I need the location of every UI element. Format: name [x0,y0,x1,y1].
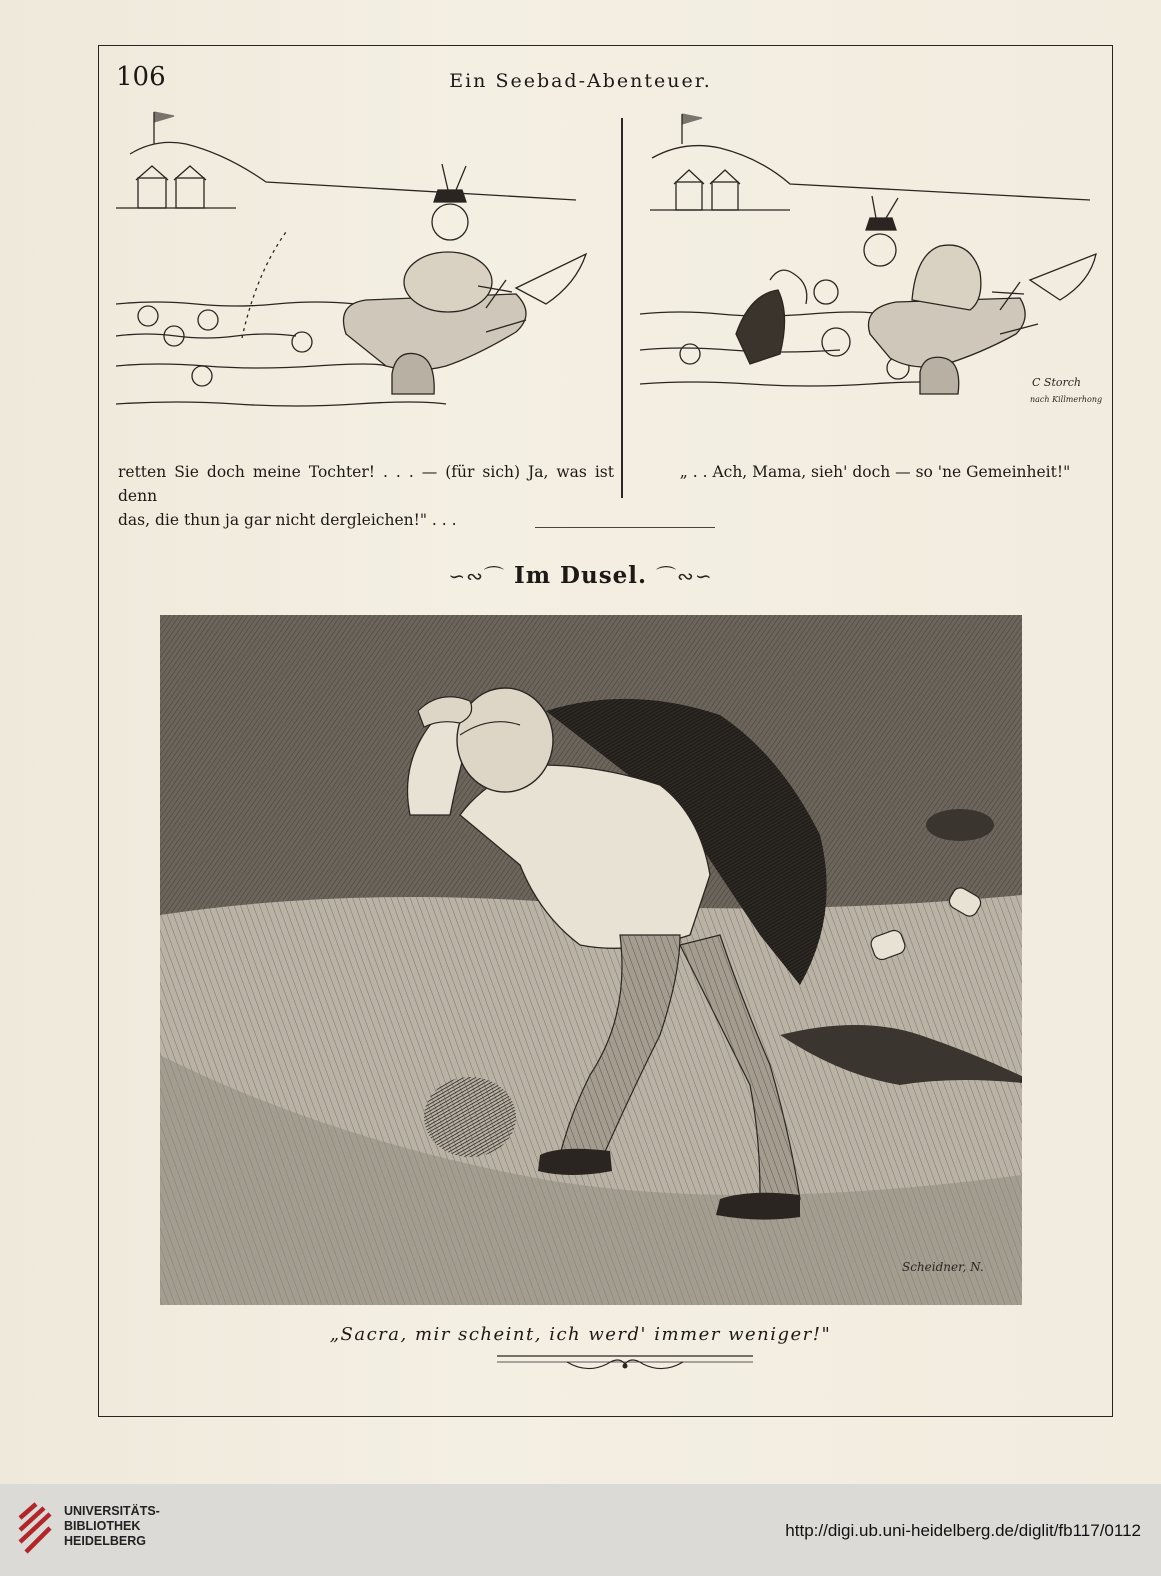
left-caption-line2: das, die thun ja gar nicht dergleichen!" . . . [118,511,457,529]
library-name-line2: BIBLIOTHEK [64,1519,141,1533]
library-name-line3: HEIDELBERG [64,1534,146,1548]
ornamental-tailpiece [497,1350,753,1374]
illustration-signature: Scheidner, N. [902,1260,984,1274]
section-title: Im Dusel. [513,562,648,589]
heading-flourish-left: ∽∾⌒ [448,564,505,588]
section-heading [0,560,1161,589]
right-panel-signature: C Storch [1032,376,1081,389]
page-number: 106 [116,62,166,92]
panel-divider [621,118,623,498]
left-panel-caption [118,460,614,532]
section-separator-rule [535,527,715,528]
running-title: Ein Seebad-Abenteuer. [449,70,712,92]
illustration-caption: „Sacra, mir scheint, ich werd' immer weniger!" [329,1324,832,1345]
right-panel-caption: „ . . Ach, Mama, sieh' doch — so 'ne Gemeinheit!" [679,463,1071,481]
comic-panel-right [640,104,1110,444]
right-panel-signature-sub: nach Killmerhong [1030,395,1103,404]
library-name [64,1504,160,1549]
heading-flourish-right: ⌒∾∽ [656,564,713,588]
comic-panel-left [116,104,610,444]
library-logo-icon [14,1500,56,1558]
left-caption-line1: retten Sie doch meine Tochter! . . . — (für sich) Ja, was ist denn [118,463,614,505]
engraving-illustration [160,615,1022,1305]
permalink-url[interactable]: http://digi.ub.uni-heidelberg.de/diglit/fb117/0112 [785,1521,1141,1540]
library-name-line1: UNIVERSITÄTS- [64,1504,160,1518]
